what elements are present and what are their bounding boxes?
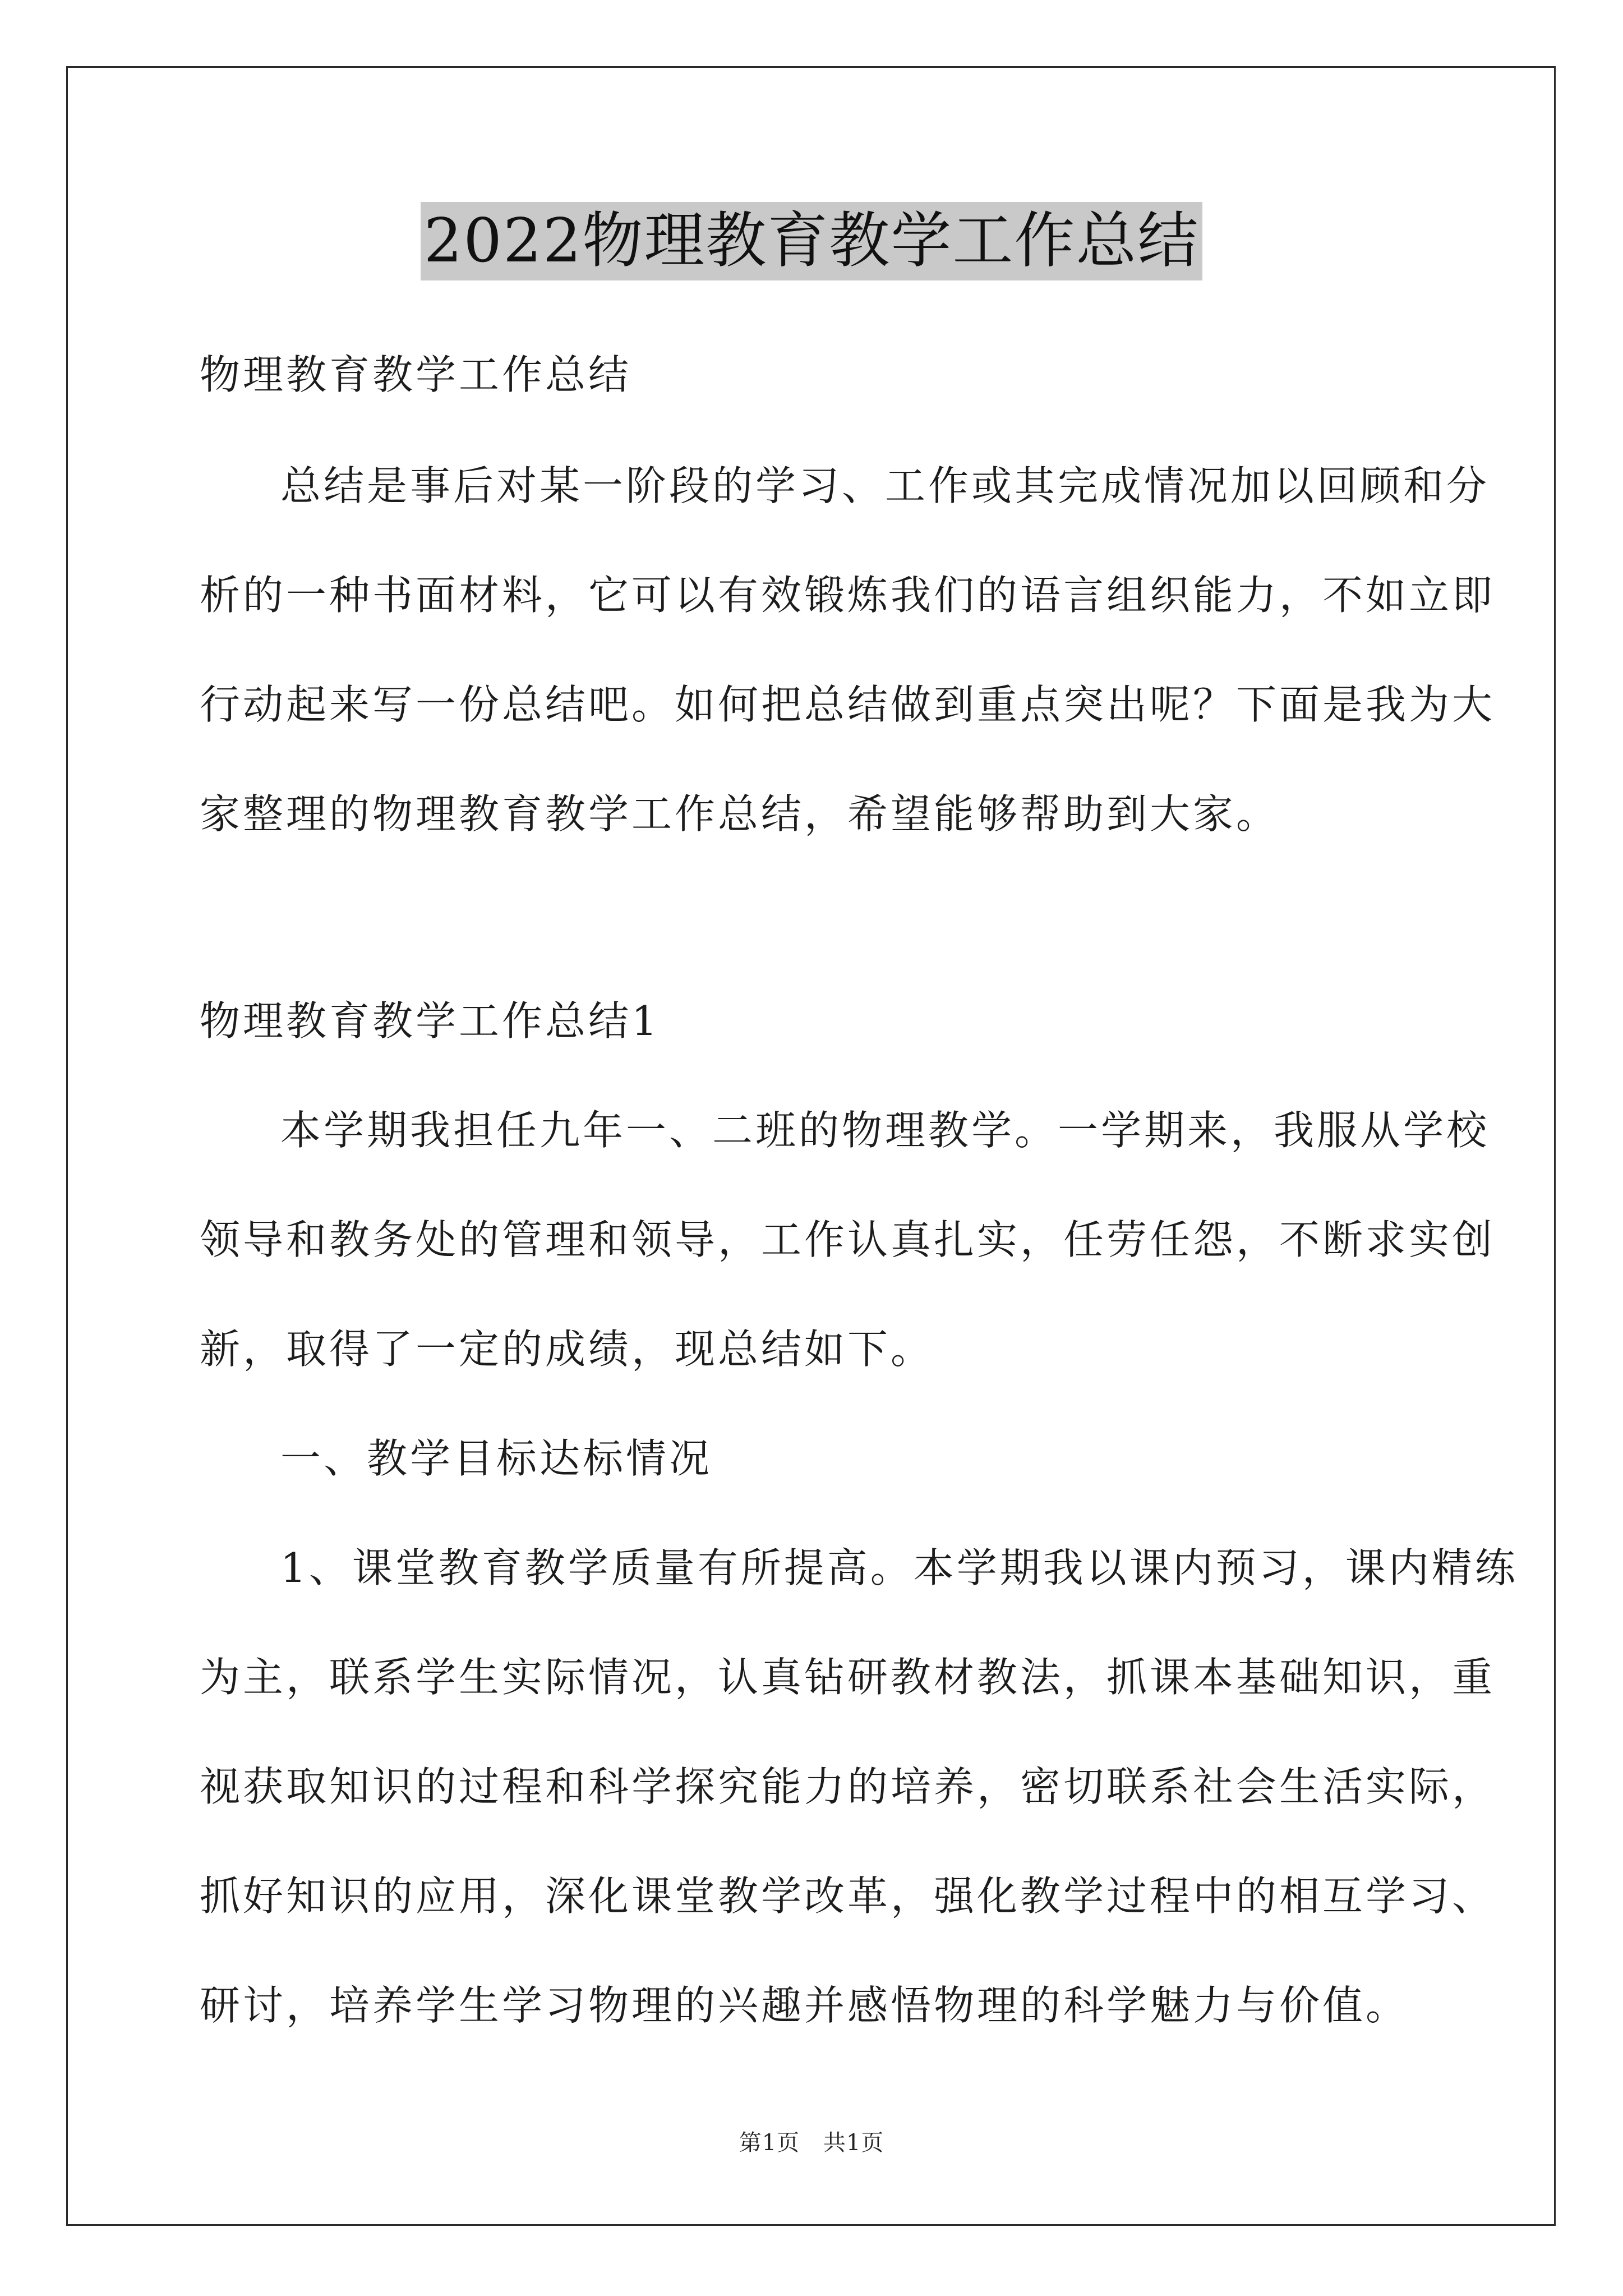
total-pages: 共1页	[823, 2130, 884, 2156]
page-footer	[0, 2127, 1623, 2159]
paragraph-line: 领导和教务处的管理和领导，工作认真扎实，任劳任怨，不断求实创	[200, 1216, 1496, 1263]
paragraph-line: 家整理的物理教育教学工作总结，希望能够帮助到大家。	[200, 790, 1280, 838]
paragraph-line: 视获取知识的过程和科学探究能力的培养，密切联系社会生活实际，	[200, 1763, 1496, 1810]
paragraph-line: 1、课堂教育教学质量有所提高。本学期我以课内预习，课内精练	[280, 1544, 1518, 1591]
paragraph-line: 新，取得了一定的成绩，现总结如下。	[200, 1326, 934, 1373]
subheading: 一、教学目标达标情况	[280, 1435, 713, 1482]
title-container	[0, 202, 1623, 280]
paragraph-line: 析的一种书面材料，它可以有效锻炼我们的语言组织能力，不如立即	[200, 572, 1496, 619]
paragraph-line: 抓好知识的应用，深化课堂教学改革，强化教学过程中的相互学习、	[200, 1872, 1496, 1920]
page-number: 第1页	[739, 2130, 800, 2156]
document-title: 2022物理教育教学工作总结	[421, 202, 1203, 280]
section-heading: 物理教育教学工作总结1	[200, 997, 660, 1045]
paragraph-line: 为主，联系学生实际情况，认真钻研教材教法，抓课本基础知识，重	[200, 1654, 1496, 1701]
paragraph-line: 行动起来写一份总结吧。如何把总结做到重点突出呢？下面是我为大	[200, 681, 1496, 728]
paragraph-line: 本学期我担任九年一、二班的物理教学。一学期来，我服从学校	[280, 1107, 1490, 1154]
section-heading: 物理教育教学工作总结	[200, 351, 632, 398]
paragraph-line: 研讨，培养学生学习物理的兴趣并感悟物理的科学魅力与价值。	[200, 1982, 1409, 2029]
paragraph-line: 总结是事后对某一阶段的学习、工作或其完成情况加以回顾和分	[280, 462, 1490, 509]
